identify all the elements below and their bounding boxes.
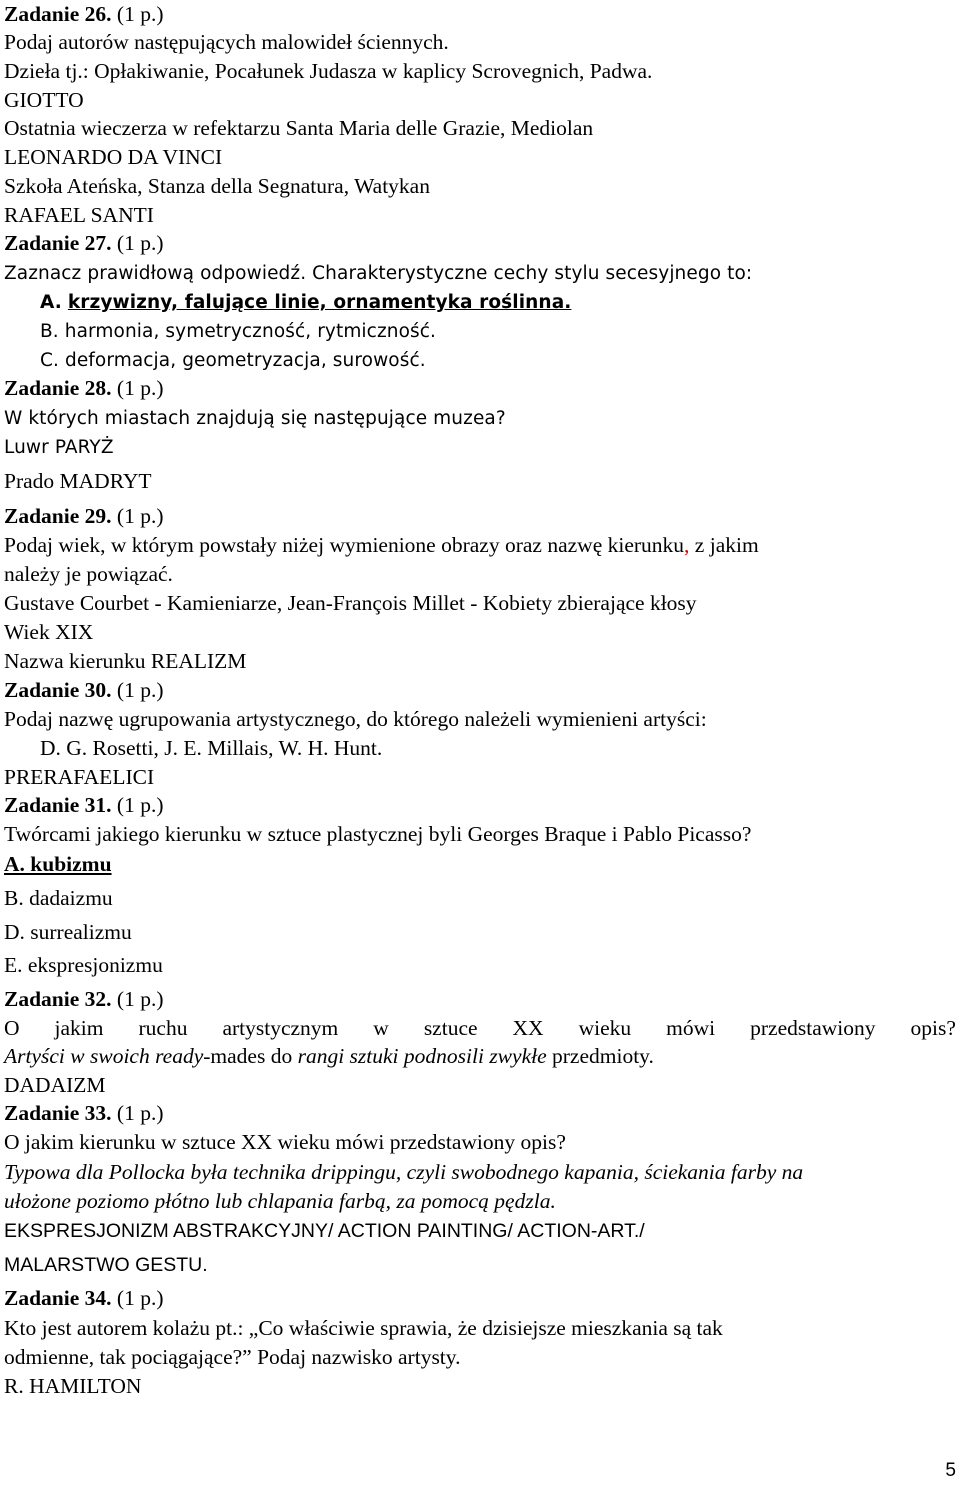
task-31-option-a-correct: A. kubizmu <box>4 852 112 876</box>
task-29-heading <box>4 502 163 530</box>
task-26-heading <box>4 0 163 28</box>
red-comma: , <box>684 533 690 557</box>
question-word: jakim <box>54 1016 104 1040</box>
option-text: deformacja, geometryzacja, surowość. <box>64 350 426 371</box>
question-word: ruchu <box>138 1016 188 1040</box>
question-word: artystycznym <box>222 1016 339 1040</box>
task-29-answer-century: Wiek XIX <box>4 620 94 644</box>
answer-text: EKSPRESJONIZM ABSTRAKCYJNY/ ACTION PAINTING/ ACTION-ART./ <box>4 1220 645 1242</box>
task-title: Zadanie 26. <box>4 2 112 26</box>
task-points: (1 p.) <box>111 793 164 817</box>
task-29-answer-movement: Nazwa kierunku REALIZM <box>4 649 247 673</box>
task-points: (1 p.) <box>111 2 164 26</box>
task-26-work-3: Szkoła Ateńska, Stanza della Segnatura, Watykan <box>4 174 430 198</box>
desc-normal: przedmioty. <box>552 1044 654 1068</box>
task-33-heading <box>4 1099 163 1127</box>
task-34-question-line-2: odmienne, tak pociągające?” Podaj nazwisko artysty. <box>4 1345 461 1369</box>
question-word: sztuce <box>423 1016 478 1040</box>
task-27-option-c <box>40 347 426 375</box>
task-33-answer-line-2 <box>4 1250 208 1279</box>
task-32-question <box>4 1014 956 1042</box>
task-31-question: Twórcami jakiego kierunku w sztuce plastycznej byli Georges Braque i Pablo Picasso? <box>4 822 752 846</box>
task-26-answer-3: RAFAEL SANTI <box>4 203 154 227</box>
task-points: (1 p.) <box>111 504 164 528</box>
task-points: (1 p.) <box>111 1286 164 1310</box>
task-title: Zadanie 33. <box>4 1101 112 1125</box>
question-text: z jakim <box>689 533 759 557</box>
desc-normal: -mades do <box>203 1044 298 1068</box>
task-29-question <box>4 531 759 559</box>
task-33-description-line-2: ułożone poziomo płótno lub chlapania farbą, za pomocą pędzla. <box>4 1189 556 1213</box>
task-title: Zadanie 34. <box>4 1286 112 1310</box>
task-28-question: W których miastach znajdują się następujące muzea? <box>4 408 506 429</box>
task-title: Zadanie 28. <box>4 376 112 400</box>
task-title: Zadanie 31. <box>4 793 112 817</box>
answer-text: MALARSTWO GESTU. <box>4 1254 208 1276</box>
option-text-correct: krzywizny, falujące linie, ornamentyka roślinna. <box>67 292 572 313</box>
task-points: (1 p.) <box>111 1101 164 1125</box>
task-33-description-line-1: Typowa dla Pollocka była technika drippingu, czyli swobodnego kapania, ściekania farby na <box>4 1160 804 1184</box>
page-number: 5 <box>945 1460 956 1481</box>
task-31-option-e: E. ekspresjonizmu <box>4 953 163 977</box>
option-letter: B. <box>40 321 59 342</box>
task-30-answer: PRERAFAELICI <box>4 765 155 789</box>
task-points: (1 p.) <box>111 231 164 255</box>
task-title: Zadanie 30. <box>4 678 112 702</box>
task-31-option-d: D. surrealizmu <box>4 920 132 944</box>
task-32-heading <box>4 985 163 1013</box>
task-32-answer: DADAIZM <box>4 1073 106 1097</box>
task-34-answer: R. HAMILTON <box>4 1374 142 1398</box>
task-27-question: Zaznacz prawidłową odpowiedź. Charakterystyczne cechy stylu secesyjnego to: <box>4 263 753 284</box>
task-30-question: Podaj nazwę ugrupowania artystycznego, do którego należeli wymienieni artyści: <box>4 707 707 731</box>
question-word: przedstawiony <box>750 1016 876 1040</box>
task-30-heading <box>4 676 163 704</box>
task-33-question: O jakim kierunku w sztuce XX wieku mówi przedstawiony opis? <box>4 1130 566 1154</box>
task-28-answer-1: Luwr PARYŻ <box>4 437 114 458</box>
task-31-option-b: B. dadaizmu <box>4 886 113 910</box>
task-title: Zadanie 27. <box>4 231 112 255</box>
task-28-heading <box>4 374 163 402</box>
task-33-answer-line-1 <box>4 1216 645 1245</box>
task-points: (1 p.) <box>111 376 164 400</box>
task-26-question: Podaj autorów następujących malowideł ściennych. <box>4 30 449 54</box>
task-26-work-2: Ostatnia wieczerza w refektarzu Santa Maria delle Grazie, Mediolan <box>4 116 594 140</box>
option-text: harmonia, symetryczność, rytmiczność. <box>64 321 436 342</box>
task-title: Zadanie 29. <box>4 504 112 528</box>
task-32-description <box>4 1042 654 1070</box>
task-29-works: Gustave Courbet - Kamieniarze, Jean-François Millet - Kobiety zbierające kłosy <box>4 591 697 615</box>
question-word: O <box>4 1016 20 1040</box>
question-word: mówi <box>666 1016 716 1040</box>
task-26-answer-2: LEONARDO DA VINCI <box>4 145 223 169</box>
question-word: opis? <box>910 1016 956 1040</box>
task-26-work-1: Dzieła tj.: Opłakiwanie, Pocałunek Judasza w kaplicy Scrovegnich, Padwa. <box>4 59 653 83</box>
option-letter: C. <box>40 350 59 371</box>
task-title: Zadanie 32. <box>4 987 112 1011</box>
task-30-artists: D. G. Rosetti, J. E. Millais, W. H. Hunt. <box>40 736 383 760</box>
desc-italic: Artyści w swoich ready <box>4 1044 204 1068</box>
task-27-option-a <box>40 289 571 317</box>
task-29-question-line-2: należy je powiązać. <box>4 562 173 586</box>
task-points: (1 p.) <box>111 678 164 702</box>
question-word: w <box>373 1016 389 1040</box>
task-31-heading <box>4 791 163 819</box>
question-word: XX <box>512 1016 544 1040</box>
task-34-question-line-1: Kto jest autorem kolażu pt.: „Co właściwie sprawia, że dzisiejsze mieszkania są tak <box>4 1316 723 1340</box>
task-27-option-b <box>40 318 436 346</box>
task-34-heading <box>4 1284 163 1312</box>
question-text: Podaj wiek, w którym powstały niżej wymienione obrazy oraz nazwę kierunku <box>4 533 685 557</box>
desc-italic: rangi sztuki podnosili zwykłe <box>297 1044 553 1068</box>
question-word: wieku <box>578 1016 632 1040</box>
task-points: (1 p.) <box>111 987 164 1011</box>
task-28-answer-2: Prado MADRYT <box>4 469 152 493</box>
option-letter: A. <box>40 292 62 313</box>
task-26-answer-1: GIOTTO <box>4 88 84 112</box>
task-27-heading <box>4 229 163 257</box>
